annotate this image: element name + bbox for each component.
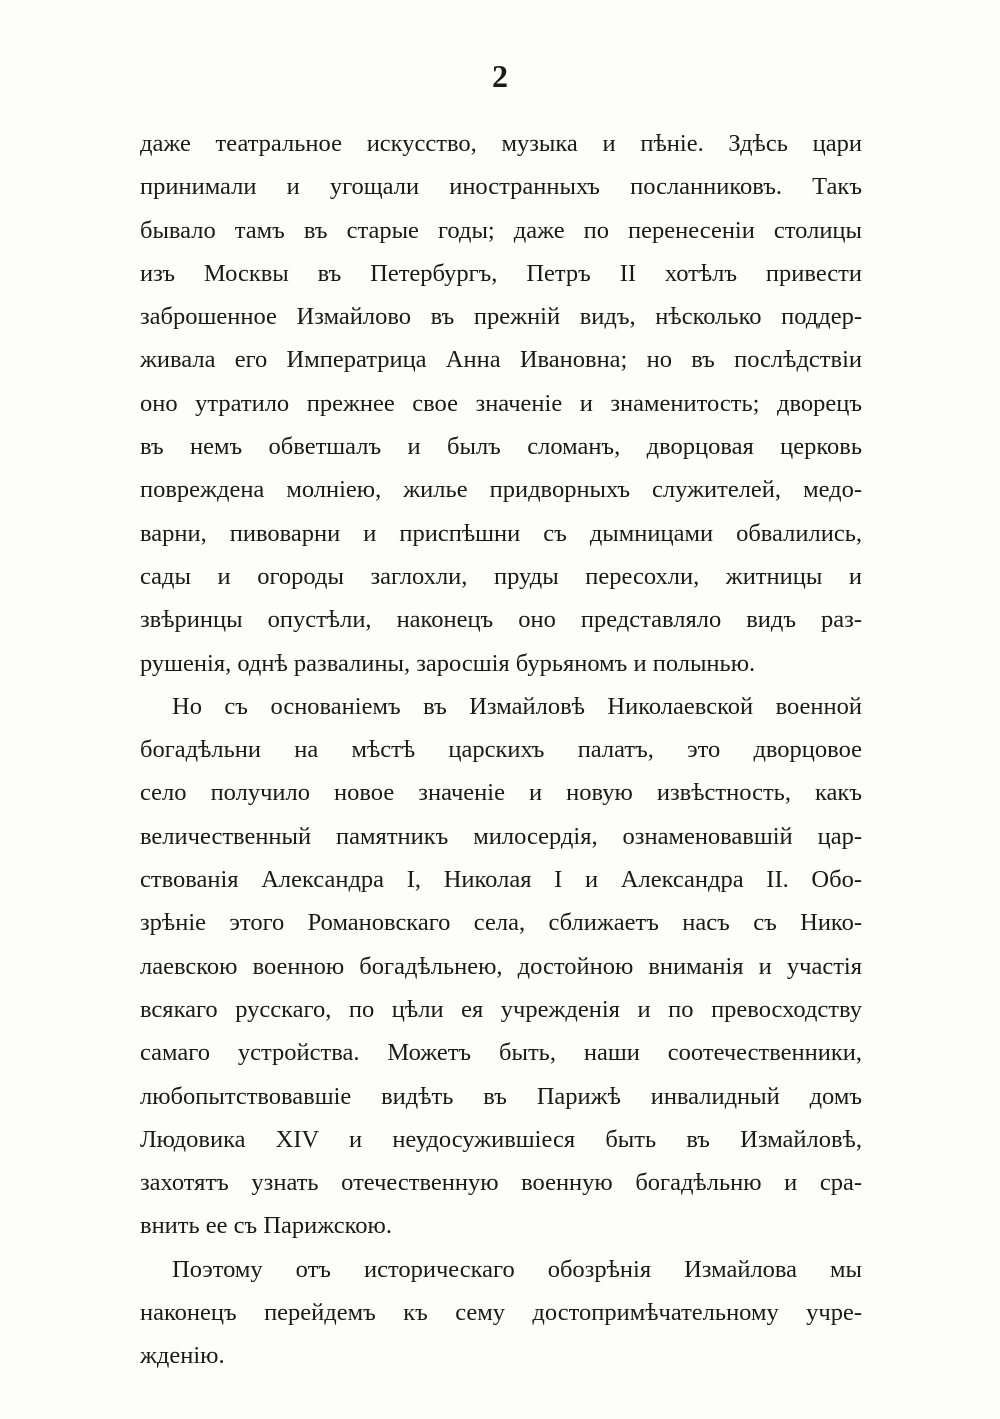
text-line: жденію. — [140, 1342, 225, 1370]
text-line: любопытствовавшіе видѣть въ Парижѣ инвалидный домъ — [140, 1082, 862, 1110]
body-text — [140, 122, 862, 1378]
text-line: въ немъ обветшалъ и былъ сломанъ, дворцовая церковь — [140, 433, 862, 461]
text-line: Людовика XIV и неудосужившіеся быть въ Измайловѣ, — [140, 1125, 862, 1153]
text-line: варни, пивоварни и приспѣшни съ дымницами обвалились, — [140, 519, 862, 547]
text-line: богадѣльни на мѣстѣ царскихъ палатъ, это дворцовое — [140, 736, 862, 764]
text-line: принимали и угощали иностранныхъ посланниковъ. Такъ — [140, 173, 862, 201]
page-number: 2 — [492, 58, 508, 94]
paragraph — [140, 122, 862, 685]
text-line: повреждена молніею, жилье придворныхъ служителей, медо- — [140, 476, 862, 504]
text-line: рушенія, однѣ развалины, заросшія бурьяномъ и полынью. — [140, 649, 756, 677]
paragraph — [140, 685, 862, 1248]
text-line: бывало тамъ въ старые годы; даже по перенесеніи столицы — [140, 216, 862, 244]
text-line: Поэтому отъ историческаго обозрѣнія Измайлова мы — [172, 1255, 862, 1283]
text-line: самаго устройства. Можетъ быть, наши соотечественники, — [140, 1039, 862, 1067]
text-line: заброшенное Измайлово въ прежній видъ, нѣсколько поддер- — [140, 303, 862, 331]
text-line: наконецъ перейдемъ къ сему достопримѣчательному учре- — [140, 1299, 862, 1327]
text-line: внить ее съ Парижскою. — [140, 1212, 392, 1240]
text-line: живала его Императрица Анна Ивановна; но въ послѣдствіи — [140, 346, 862, 374]
text-line: село получило новое значеніе и новую извѣстность, какъ — [140, 779, 862, 807]
text-line: оно утратило прежнее свое значеніе и знаменитость; дворецъ — [140, 389, 862, 417]
text-line: лаевскою военною богадѣльнею, достойною вниманія и участія — [140, 952, 862, 980]
text-line: зрѣніе этого Романовскаго села, сближаетъ насъ съ Нико- — [140, 909, 862, 937]
text-line: Но съ основаніемъ въ Измайловѣ Николаевской военной — [172, 692, 862, 720]
text-line: ствованія Александра I, Николая I и Александра II. Обо- — [140, 866, 862, 894]
text-line: изъ Москвы въ Петербургъ, Петръ II хотѣлъ привести — [140, 259, 862, 287]
text-line: сады и огороды заглохли, пруды пересохли, житницы и — [140, 562, 862, 590]
text-line: звѣринцы опустѣли, наконецъ оно представляло видъ раз- — [140, 606, 862, 634]
text-line: даже театральное искусство, музыка и пѣніе. Здѣсь цари — [140, 130, 862, 157]
text-line: всякаго русскаго, по цѣли ея учрежденія и по превосходству — [140, 995, 862, 1023]
text-line: захотятъ узнать отечественную военную богадѣльню и сра- — [140, 1169, 862, 1197]
paragraph — [140, 1248, 862, 1378]
text-line: величественный памятникъ милосердія, ознаменовавшій цар- — [140, 822, 862, 850]
